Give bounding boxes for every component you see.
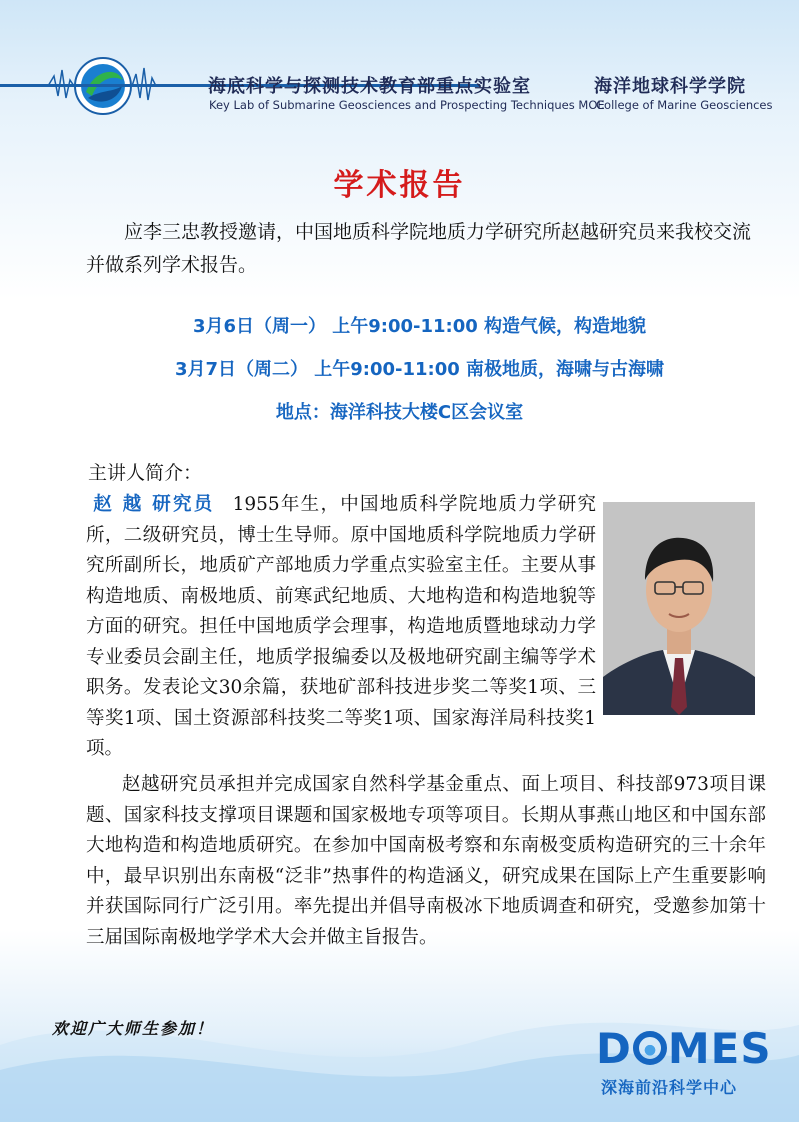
schedule-item-1: 3月6日（周一） 上午9:00-11:00 构造气候，构造地貌: [192, 316, 647, 337]
domes-letters-mes: MES: [667, 1024, 772, 1073]
speaker-name: 赵 越 研究员: [92, 494, 215, 515]
speaker-heading: 主讲人简介：: [88, 462, 203, 484]
speaker-bio-text: 1955年生，中国地质科学院地质力学研究所，二级研究员，博士生导师。原中国地质科学院地质力学研究所副所长，地质矿产部地质力学重点实验室主任。主要从事构造地质、南极地质、前寒武纪地质、大地构造和构造地貌等方面的研究。担任中国地质学会理事，构造地质暨地球动力学专业委员会副主任，地质学报编委以及极地研究副主编等学术职务。发表论文30余篇，获地矿部科技进步奖二等奖1项、三等奖1项、国土资源部科技奖二等奖1项、国家海洋局科技奖1项。: [86, 494, 596, 759]
portrait-image: [603, 502, 755, 715]
intro-text: 应李三忠教授邀请，中国地质科学院地质力学研究所赵越研究员来我校交流并做系列学术报告。: [86, 221, 752, 276]
college-name-cn: 海洋地球科学学院: [594, 76, 746, 97]
research-paragraph: 赵越研究员承担并完成国家自然科学基金重点、面上项目、科技部973项目课题、国家科技支撑项目课题和国家极地专项等项目。长期从事燕山地区和中国东部大地构造和构造地质研究。在参加中国南极考察和东南极变质构造研究的三十余年中，最早识别出东南极“泛非”热事件的构造涵义，研究成果在国际上产生重要影响并获国际同行广泛引用。率先提出并倡导南极冰下地质调查和研究，受邀参加第十三届国际南极地学学术大会并做主旨报告。: [86, 774, 766, 948]
lab-name-en: Key Lab of Submarine Geosciences and Prospecting Techniques MOE: [209, 98, 605, 112]
college-name-en: College of Marine Geosciences: [596, 98, 773, 112]
domes-o-icon: [633, 1031, 667, 1065]
speaker-photo: [603, 502, 755, 715]
location: 地点：海洋科技大楼C区会议室: [275, 402, 524, 423]
domes-logo-cn: 深海前沿科学中心: [601, 1078, 738, 1097]
domes-letter-d: D: [596, 1024, 632, 1073]
schedule-item-2: 3月7日（周二） 上午9:00-11:00 南极地质，海啸与古海啸: [174, 359, 665, 380]
domes-logo: [596, 1024, 772, 1073]
speaker-bio: [86, 490, 596, 765]
intro-paragraph: [86, 216, 766, 282]
page-title: 学术报告: [333, 168, 466, 203]
welcome-text: 欢迎广大师生参加！: [52, 1019, 215, 1038]
lab-name-cn: 海底科学与探测技术教育部重点实验室: [208, 76, 531, 97]
